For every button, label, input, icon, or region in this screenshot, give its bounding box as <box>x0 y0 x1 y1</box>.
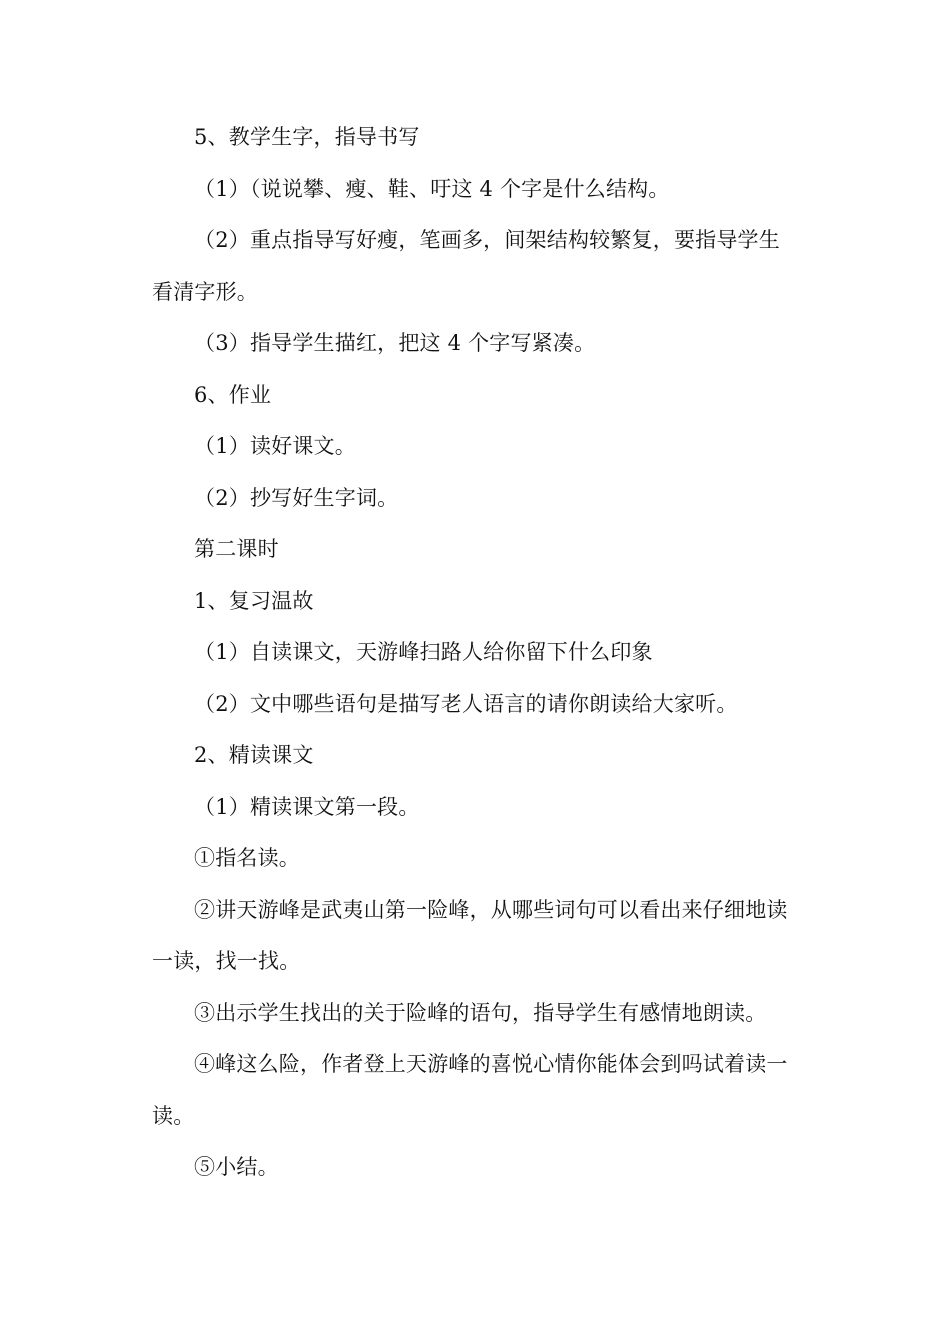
list-item: （3）指导学生描红，把这 4 个字写紧凑。 <box>194 331 596 355</box>
list-item: ④峰这么险，作者登上天游峰的喜悦心情你能体会到吗试着读一读。 <box>152 1052 788 1128</box>
list-item: （2）重点指导写好瘦，笔画多，间架结构较繁复，要指导学生看清字形。 <box>152 228 780 304</box>
heading-step-5: 5、教学生字，指导书写 <box>194 125 420 149</box>
document-body <box>152 112 800 1194</box>
heading-step-2: 2、精读课文 <box>194 743 314 767</box>
list-item: （1）精读课文第一段。 <box>194 794 420 819</box>
list-item: （1）读好课文。 <box>194 434 356 458</box>
list-item: （1）（说说攀、瘦、鞋、吁这 4 个字是什么结构。 <box>194 176 670 201</box>
list-item: ⑤小结。 <box>194 1155 279 1179</box>
list-item: （2）文中哪些语句是描写老人语言的请你朗读给大家听。 <box>194 691 738 716</box>
heading-step-6: 6、作业 <box>194 382 272 407</box>
list-item: ③出示学生找出的关于险峰的语句，指导学生有感情地朗读。 <box>194 1000 767 1025</box>
list-item: （1）自读课文，天游峰扫路人给你留下什么印象 <box>194 640 653 664</box>
heading-step-1: 1、复习温故 <box>194 588 314 613</box>
section-heading: 第二课时 <box>194 537 279 561</box>
list-item: ②讲天游峰是武夷山第一险峰，从哪些词句可以看出来仔细地读一读，找一找。 <box>152 897 788 973</box>
list-item: （2）抄写好生字词。 <box>194 485 399 510</box>
list-item: ①指名读。 <box>194 846 300 870</box>
